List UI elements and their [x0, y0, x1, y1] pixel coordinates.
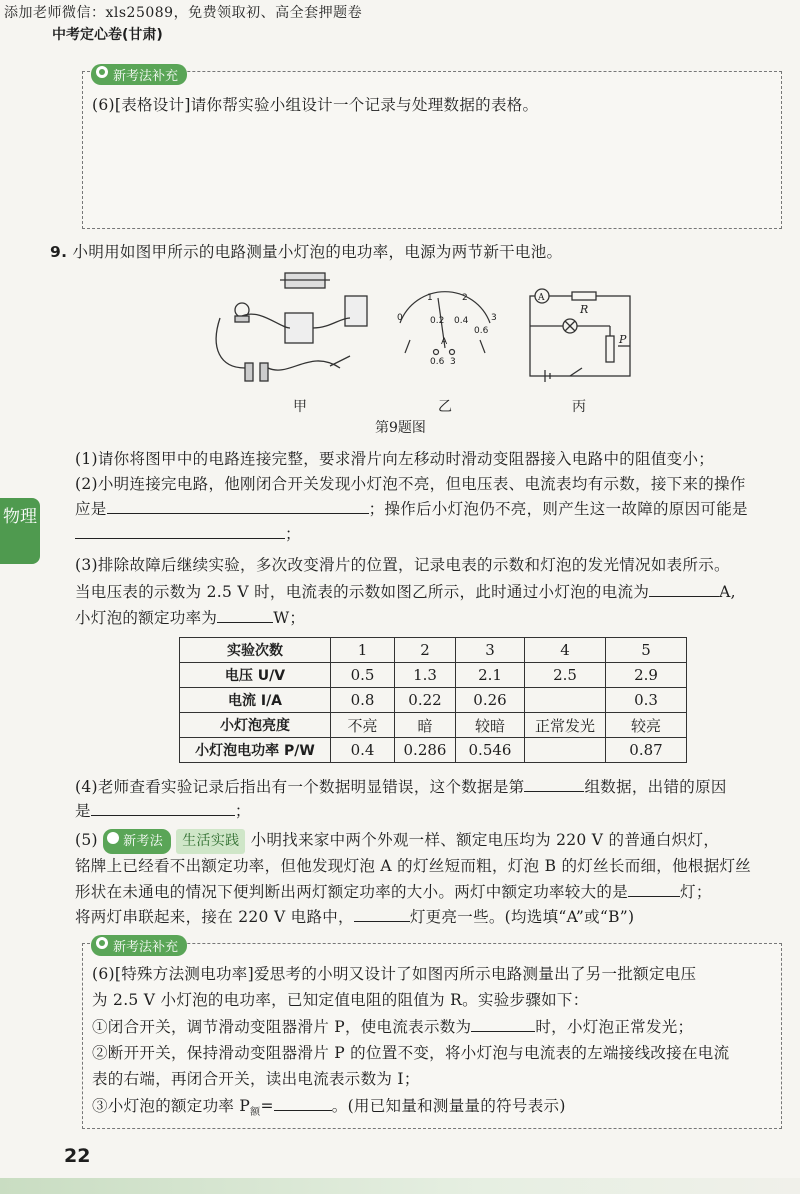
table-row: [180, 713, 687, 738]
circuit-label-R: R: [580, 303, 589, 316]
table-row: [180, 638, 687, 663]
circuit-photo-jia: [216, 273, 367, 381]
text: 时，小灯泡正常发光；: [535, 1018, 694, 1036]
fig-label-jia: 甲: [293, 399, 307, 415]
table-cell: 2.5: [525, 663, 606, 688]
q9-part3-line2: [75, 580, 736, 605]
lightbulb-icon: [107, 832, 119, 844]
subject-side-tab: 物理: [0, 498, 40, 564]
answer-blank[interactable]: [75, 524, 285, 539]
text: 是: [75, 802, 91, 820]
figure-caption: 第9题图: [375, 420, 426, 436]
terminal-0.6: 0.6: [430, 357, 445, 367]
text: 小明找来家中两个外观一样、额定电压均为 220 V 的普通白炽灯，: [250, 831, 720, 849]
answer-blank[interactable]: [107, 499, 369, 514]
table-row: [180, 688, 687, 713]
box2-line3: [92, 1015, 693, 1040]
table-cell: 2: [395, 638, 456, 663]
box2-line4: ②断开开关，保持滑动变阻器滑片 P 的位置不变，将小灯泡与电流表的左端接线改接在电流: [92, 1044, 730, 1062]
q9-part5-line3: [75, 880, 712, 905]
q9-part5-line2: 铭牌上已经看不出额定功率，但他发现灯泡 A 的灯丝短而粗，灯泡 B 的灯丝长而细，他根据灯丝: [75, 857, 752, 875]
page-header: 中考定心卷(甘肃): [52, 27, 163, 43]
table-cell: 电流 I/A: [180, 688, 331, 713]
table-cell: 2.9: [606, 663, 687, 688]
table-cell: 5: [606, 638, 687, 663]
unit-A: A: [441, 337, 448, 347]
q9-part4-line1: [75, 775, 727, 800]
table-cell: 实验次数: [180, 638, 331, 663]
text: 当电压表的示数为 2.5 V 时，电流表的示数如图乙所示，此时通过小灯泡的电流为: [75, 583, 650, 601]
tick-3: 3: [491, 313, 497, 323]
tick-0.2: 0.2: [430, 316, 445, 326]
q9-part1: (1)请你将图甲中的电路连接完整，要求滑片向左移动时滑动变阻器接入电路中的阻值变小；: [75, 450, 715, 468]
terminal-3: 3: [450, 357, 456, 367]
q9-part5-line1: [75, 828, 719, 854]
question-9-stem: [50, 240, 562, 265]
table-cell: [525, 688, 606, 713]
data-table: [179, 637, 687, 763]
answer-blank[interactable]: [91, 801, 235, 816]
badge-label: 新考法补充: [113, 940, 179, 955]
text: 将两灯串联起来，接在 220 V 电路中，: [75, 908, 354, 926]
table-cell: 0.286: [395, 738, 456, 763]
figure-9-diagrams: [200, 268, 650, 418]
text: W；: [273, 609, 306, 627]
table-cell: 不亮: [331, 713, 395, 738]
question-stem-text: 小明用如图甲所示的电路测量小灯泡的电功率，电源为两节新干电池。: [72, 243, 563, 261]
table-row: [180, 663, 687, 688]
table-cell: 4: [525, 638, 606, 663]
text: 组数据，出错的原因: [584, 778, 727, 796]
box2-line1: (6)[特殊方法测电功率]爱思考的小明又设计了如图丙所示电路测量出了另一批额定电压: [92, 965, 697, 983]
fig-label-bing: 丙: [572, 399, 586, 415]
fig-label-yi: 乙: [438, 399, 452, 415]
table-cell: 0.3: [606, 688, 687, 713]
text: 灯；: [680, 883, 712, 901]
answer-blank[interactable]: [524, 777, 584, 792]
table-cell: 1.3: [395, 663, 456, 688]
text: ；: [285, 525, 301, 543]
table-cell: 0.87: [606, 738, 687, 763]
table-cell: 0.4: [331, 738, 395, 763]
table-cell: 0.26: [456, 688, 525, 713]
tick-0: 0: [397, 313, 403, 323]
lightbulb-icon: [96, 66, 108, 78]
badge-label: 新考法补充: [113, 69, 179, 84]
q9-part3-line1: (3)排除故障后继续实验，多次改变滑片的位置，记录电表的示数和灯泡的发光情况如表所示。: [75, 556, 730, 574]
tick-1: 1: [427, 293, 433, 303]
table-cell: 正常发光: [525, 713, 606, 738]
q9-part4-line2: [75, 799, 251, 824]
text: ①闭合开关，调节滑动变阻器滑片 P，使电流表示数为: [92, 1018, 472, 1036]
q9-part5-line4: [75, 905, 634, 930]
table-cell: 1: [331, 638, 395, 663]
text: 。(用已知量和测量量的符号表示): [331, 1097, 566, 1115]
q9-part2-line1: (2)小明连接完电路，他刚闭合开关发现小灯泡不亮，但电压表、电流表均有示数，接下来的操作: [75, 475, 746, 493]
circuit-label-A: A: [538, 293, 545, 303]
table-cell: 较暗: [456, 713, 525, 738]
new-method-tag: [103, 829, 171, 854]
tick-2: 2: [462, 293, 468, 303]
q9-part3-line3: [75, 606, 305, 631]
answer-blank[interactable]: [274, 1096, 332, 1111]
answer-blank[interactable]: [649, 582, 719, 597]
question-number: 9.: [50, 243, 68, 261]
page-number: 22: [64, 1145, 91, 1167]
table-cell: 0.5: [331, 663, 395, 688]
text: 小灯泡的额定功率为: [75, 609, 218, 627]
text: 应是: [75, 500, 107, 518]
text: (5): [75, 831, 98, 849]
text: ；操作后小灯泡仍不亮，则产生这一故障的原因可能是: [368, 500, 748, 518]
table-cell: [525, 738, 606, 763]
table-cell: 2.1: [456, 663, 525, 688]
table-cell: 小灯泡电功率 P/W: [180, 738, 331, 763]
box1-question-text: (6)[表格设计]请你帮实验小组设计一个记录与处理数据的表格。: [92, 96, 539, 114]
text: ③小灯泡的额定功率 P: [92, 1097, 251, 1115]
tag-label: 新考法: [123, 834, 163, 849]
new-method-badge-2: [91, 935, 187, 956]
q9-part2-line2: [75, 497, 748, 522]
tick-0.6: 0.6: [474, 326, 489, 336]
table-row: [180, 738, 687, 763]
table-cell: 0.8: [331, 688, 395, 713]
table-cell: 3: [456, 638, 525, 663]
text: 形状在未通电的情况下便判断出两灯额定功率的大小。两灯中额定功率较大的是: [75, 883, 629, 901]
text: 灯更亮一些。(均选填“A”或“B”): [409, 908, 635, 926]
table-cell: 较亮: [606, 713, 687, 738]
box2-line6: [92, 1094, 566, 1125]
footer-bar: [0, 1178, 800, 1194]
q9-part2-line3: [75, 522, 301, 547]
subscript: 额: [250, 1107, 261, 1119]
table-cell: 0.22: [395, 688, 456, 713]
answer-blank[interactable]: [354, 907, 410, 922]
text: A,: [719, 583, 736, 601]
table-cell: 0.546: [456, 738, 525, 763]
table-cell: 小灯泡亮度: [180, 713, 331, 738]
table-cell: 暗: [395, 713, 456, 738]
circuit-label-P: P: [619, 333, 627, 346]
text: ；: [234, 802, 251, 820]
answer-blank[interactable]: [217, 608, 273, 623]
life-practice-tag: 生活实践: [176, 829, 245, 854]
table-cell: 电压 U/V: [180, 663, 331, 688]
lightbulb-icon: [96, 937, 108, 949]
tick-0.4: 0.4: [454, 316, 469, 326]
answer-blank[interactable]: [628, 882, 680, 897]
box2-line5: 表的右端，再闭合开关，读出电流表示数为 I；: [92, 1070, 420, 1088]
answer-blank[interactable]: [471, 1017, 535, 1032]
top-watermark-note: 添加老师微信：xls25089，免费领取初、高全套押题卷: [4, 5, 363, 21]
box2-line2: 为 2.5 V 小灯泡的电功率，已知定值电阻的阻值为 R。实验步骤如下：: [92, 991, 589, 1009]
text: (4)老师查看实验记录后指出有一个数据明显错误，这个数据是第: [75, 778, 525, 796]
text: =: [260, 1097, 274, 1115]
new-method-badge-1: [91, 64, 187, 85]
